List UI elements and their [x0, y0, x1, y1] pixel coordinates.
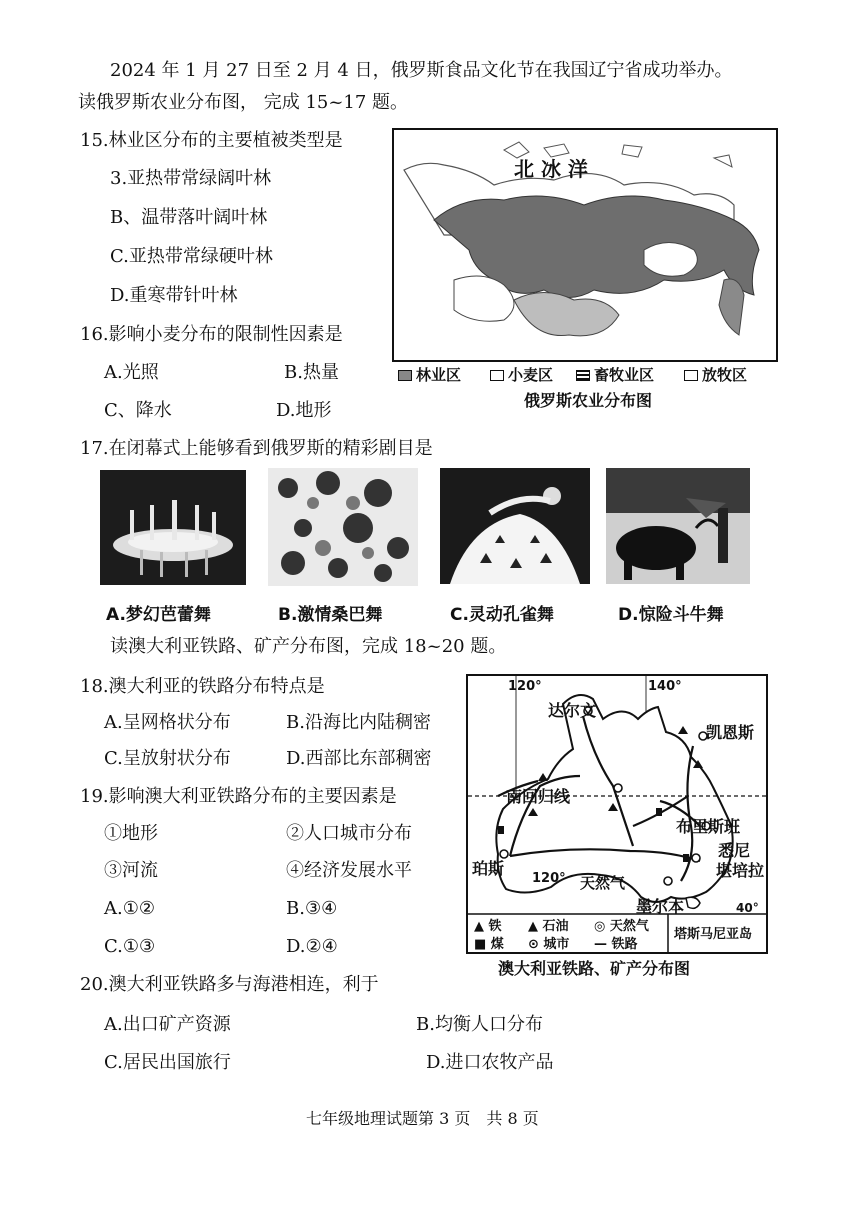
q18-option-d: D.西部比东部稠密	[286, 748, 432, 769]
legend-coal: ■ 煤	[474, 937, 504, 952]
russia-map-caption: 俄罗斯农业分布图	[524, 391, 653, 410]
q18-option-c: C.呈放射状分布	[104, 748, 231, 769]
legend-gas: ◎ 天然气	[594, 919, 649, 934]
q16-stem: 16.影响小麦分布的限制性因素是	[80, 324, 343, 345]
city-cairns: 凯恩斯	[706, 723, 755, 742]
city-canberra: 堪培拉	[716, 861, 765, 880]
wheat-swatch	[490, 370, 504, 381]
ocean-label: 北 冰 洋	[514, 157, 588, 181]
legend-city: ⊙ 城市	[528, 937, 570, 952]
tropic-label: 南回归线	[506, 787, 571, 806]
livestock-swatch	[576, 370, 590, 381]
city-sydney: 悉尼	[718, 841, 751, 860]
lat-40: 40°	[736, 901, 759, 915]
tasmania-label: 塔斯马尼亚岛	[674, 927, 753, 942]
intro-line-1: 2024 年 1 月 27 日至 2 月 4 日，俄罗斯食品文化节在我国辽宁省成功举办。	[110, 60, 733, 81]
q19-option-c: C.①③	[104, 936, 156, 957]
russia-map-drawing	[394, 130, 776, 360]
legend-iron: ▲ 铁	[474, 919, 502, 934]
peacock-image	[440, 468, 590, 584]
q19-item-2: ②人口城市分布	[286, 823, 412, 844]
q18-option-b: B.沿海比内陆稠密	[286, 712, 431, 733]
q16-option-c: C、降水	[104, 400, 172, 421]
q15-option-b: B、温带落叶阔叶林	[110, 207, 268, 228]
q20-stem: 20.澳大利亚铁路多与海港相连，利于	[80, 974, 379, 995]
q19-option-b: B.③④	[286, 898, 338, 919]
legend-label-forest: 林业区	[416, 366, 462, 384]
q20-option-c: C.居民出国旅行	[104, 1052, 231, 1073]
q20-option-b: B.均衡人口分布	[416, 1014, 543, 1035]
city-brisbane: 布里斯班	[676, 817, 741, 836]
city-perth: 珀斯	[472, 859, 505, 878]
q19-item-1: ①地形	[104, 823, 158, 844]
gas-label: 天然气	[580, 874, 626, 892]
russia-legend-grazing	[684, 364, 747, 385]
russia-agriculture-map	[392, 128, 778, 362]
city-darwin: 达尔文	[548, 701, 597, 720]
q18-option-a: A.呈网格状分布	[104, 712, 231, 733]
q17-stem: 17.在闭幕式上能够看到俄罗斯的精彩剧目是	[80, 438, 433, 459]
q20-option-d: D.进口农牧产品	[426, 1052, 554, 1073]
q15-stem: 15.林业区分布的主要植被类型是	[80, 130, 343, 151]
russia-legend-livestock	[576, 364, 654, 385]
lon-120-bottom: 120°	[532, 871, 566, 886]
russia-legend-forest	[398, 364, 461, 385]
bullfight-photo	[606, 468, 750, 584]
australia-railway-map	[466, 674, 768, 954]
australia-map-caption: 澳大利亚铁路、矿产分布图	[498, 959, 691, 978]
q19-item-3: ③河流	[104, 860, 158, 881]
q18-stem: 18.澳大利亚的铁路分布特点是	[80, 676, 325, 697]
forest-swatch	[398, 370, 412, 381]
q16-option-a: A.光照	[104, 362, 159, 383]
ballet-image	[100, 470, 246, 585]
q15-option-c: C.亚热带常绿硬叶林	[110, 246, 273, 267]
q17-option-d: D.惊险斗牛舞	[618, 605, 724, 625]
samba-photo	[268, 468, 418, 586]
peacock-dance-photo	[440, 468, 590, 584]
intro-2: 读澳大利亚铁路、矿产分布图，完成 18~20 题。	[110, 636, 507, 657]
q20-option-a: A.出口矿产资源	[104, 1014, 231, 1035]
legend-label-grazing: 放牧区	[702, 366, 748, 384]
grazing-swatch	[684, 370, 698, 381]
samba-image	[268, 468, 418, 586]
q17-option-b: B.激情桑巴舞	[278, 605, 383, 625]
city-melbourne: 墨尔本	[636, 897, 685, 916]
legend-oil: ▲ 石油	[528, 919, 569, 934]
bullfight-image	[606, 468, 750, 584]
legend-label-wheat: 小麦区	[508, 366, 554, 384]
q19-option-d: D.②④	[286, 936, 338, 957]
q17-option-c: C.灵动孔雀舞	[450, 605, 554, 625]
legend-railway: — 铁路	[594, 937, 638, 952]
lon-120-top: 120°	[508, 679, 542, 694]
q19-stem: 19.影响澳大利亚铁路分布的主要因素是	[80, 786, 397, 807]
russia-legend-wheat	[490, 364, 553, 385]
page-footer: 七年级地理试题第 3 页 共 8 页	[306, 1109, 539, 1128]
legend-label-livestock: 畜牧业区	[594, 366, 655, 384]
lon-140: 140°	[648, 679, 682, 694]
q15-option-a: 3.亚热带常绿阔叶林	[110, 168, 272, 189]
q15-option-d: D.重寒带针叶林	[110, 285, 238, 306]
q16-option-d: D.地形	[276, 400, 332, 421]
intro-line-2: 读俄罗斯农业分布图， 完成 15~17 题。	[78, 92, 409, 113]
ballet-photo	[100, 470, 246, 585]
q19-option-a: A.①②	[104, 898, 155, 919]
q17-option-a: A.梦幻芭蕾舞	[106, 605, 211, 625]
q16-option-b: B.热量	[284, 362, 339, 383]
australia-map-drawing	[468, 676, 766, 952]
q19-item-4: ④经济发展水平	[286, 860, 412, 881]
